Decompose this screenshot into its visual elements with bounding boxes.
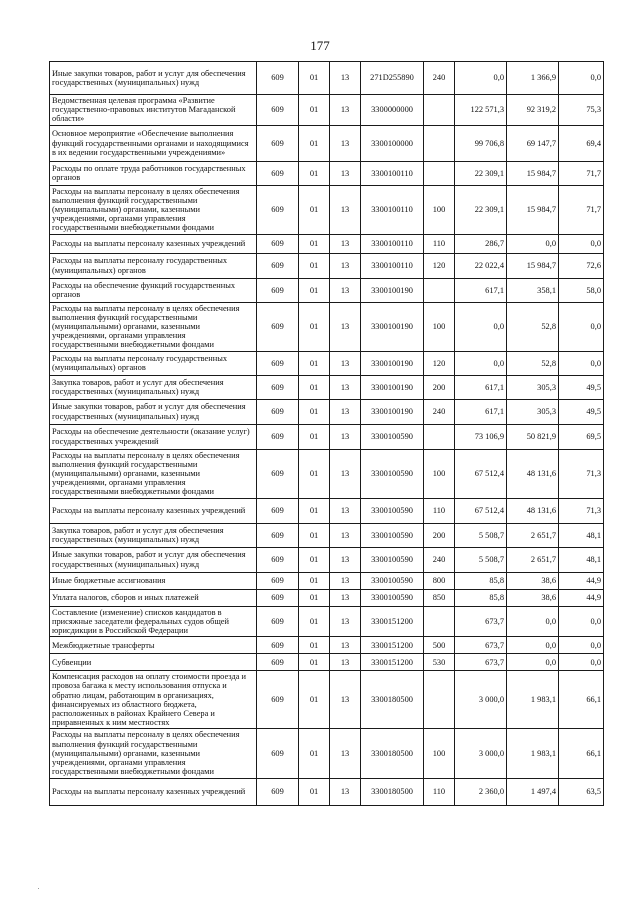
row-plan: 5 508,7 xyxy=(455,547,507,572)
row-pct: 75,3 xyxy=(559,95,604,126)
row-pr: 13 xyxy=(330,523,361,547)
row-plan: 0,0 xyxy=(455,302,507,351)
row-csr: 3300100110 xyxy=(361,185,424,234)
row-fact: 0,0 xyxy=(507,654,559,671)
row-name: Компенсация расходов на оплату стоимости проезда и провоза багажа к месту использования отпуска и обратно лицам, работающим в организациях, финансируемых из областного бюджета, расположенных в районах Крайнего Севера и приравненных к ним местностях xyxy=(50,671,257,729)
table-row xyxy=(50,125,604,161)
row-rz: 01 xyxy=(299,125,330,161)
row-pr: 13 xyxy=(330,589,361,606)
row-vr xyxy=(424,671,455,729)
table-row xyxy=(50,95,604,126)
row-name: Основное мероприятие «Обеспечение выполнения функций государственными органами и находящимися в их ведении государственными учреждениями» xyxy=(50,125,257,161)
row-name: Иные закупки товаров, работ и услуг для обеспечения государственных (муниципальных) нужд xyxy=(50,399,257,424)
row-ved: 609 xyxy=(257,498,299,523)
table-row xyxy=(50,185,604,234)
row-pr: 13 xyxy=(330,498,361,523)
row-fact: 2 651,7 xyxy=(507,547,559,572)
row-name: Закупка товаров, работ и услуг для обеспечения государственных (муниципальных) нужд xyxy=(50,523,257,547)
row-plan: 617,1 xyxy=(455,375,507,399)
table-row xyxy=(50,62,604,95)
row-vr: 110 xyxy=(424,498,455,523)
row-csr: 3300180500 xyxy=(361,778,424,805)
table-row xyxy=(50,778,604,805)
row-plan: 0,0 xyxy=(455,351,507,375)
row-pct: 72,6 xyxy=(559,253,604,278)
row-vr: 110 xyxy=(424,234,455,253)
row-pct: 66,1 xyxy=(559,729,604,778)
table-row xyxy=(50,424,604,449)
table-row xyxy=(50,606,604,637)
row-pct: 0,0 xyxy=(559,351,604,375)
row-name: Расходы на выплаты персоналу в целях обеспечения выполнения функций государственными (муниципальными) органами, казенными учреждениями, органами управления государственными внебюджетными фондами xyxy=(50,449,257,498)
row-fact: 1 497,4 xyxy=(507,778,559,805)
row-rz: 01 xyxy=(299,375,330,399)
table-row xyxy=(50,302,604,351)
row-plan: 73 106,9 xyxy=(455,424,507,449)
row-rz: 01 xyxy=(299,234,330,253)
table-row xyxy=(50,523,604,547)
row-fact: 38,6 xyxy=(507,572,559,589)
row-vr: 100 xyxy=(424,729,455,778)
row-plan: 67 512,4 xyxy=(455,498,507,523)
row-rz: 01 xyxy=(299,449,330,498)
row-pr: 13 xyxy=(330,637,361,654)
row-vr: 200 xyxy=(424,523,455,547)
row-pr: 13 xyxy=(330,125,361,161)
row-ved: 609 xyxy=(257,572,299,589)
row-csr: 3300100110 xyxy=(361,161,424,185)
row-name: Иные бюджетные ассигнования xyxy=(50,572,257,589)
row-pct: 71,3 xyxy=(559,449,604,498)
row-plan: 673,7 xyxy=(455,637,507,654)
row-rz: 01 xyxy=(299,778,330,805)
table-row xyxy=(50,654,604,671)
row-csr: 3300100190 xyxy=(361,375,424,399)
row-name: Расходы на обеспечение функций государственных органов xyxy=(50,278,257,302)
table-row xyxy=(50,161,604,185)
row-pct: 69,4 xyxy=(559,125,604,161)
row-vr: 240 xyxy=(424,399,455,424)
row-vr: 850 xyxy=(424,589,455,606)
row-vr: 120 xyxy=(424,351,455,375)
row-pct: 0,0 xyxy=(559,606,604,637)
row-vr xyxy=(424,424,455,449)
row-rz: 01 xyxy=(299,671,330,729)
row-plan: 0,0 xyxy=(455,62,507,95)
budget-table-body xyxy=(50,62,604,806)
row-rz: 01 xyxy=(299,95,330,126)
row-pr: 13 xyxy=(330,654,361,671)
row-csr: 271D255890 xyxy=(361,62,424,95)
row-name: Расходы на выплаты персоналу казенных учреждений xyxy=(50,498,257,523)
row-ved: 609 xyxy=(257,95,299,126)
row-fact: 1 366,9 xyxy=(507,62,559,95)
row-name: Межбюджетные трансферты xyxy=(50,637,257,654)
row-fact: 15 984,7 xyxy=(507,161,559,185)
row-plan: 22 309,1 xyxy=(455,161,507,185)
row-ved: 609 xyxy=(257,278,299,302)
row-csr: 3300100590 xyxy=(361,589,424,606)
row-name: Расходы по оплате труда работников государственных органов xyxy=(50,161,257,185)
row-plan: 617,1 xyxy=(455,399,507,424)
row-csr: 3300100190 xyxy=(361,278,424,302)
row-ved: 609 xyxy=(257,523,299,547)
row-plan: 122 571,3 xyxy=(455,95,507,126)
row-csr: 3300180500 xyxy=(361,671,424,729)
budget-table xyxy=(49,61,604,806)
row-fact: 0,0 xyxy=(507,606,559,637)
row-fact: 0,0 xyxy=(507,234,559,253)
row-pct: 44,9 xyxy=(559,589,604,606)
row-ved: 609 xyxy=(257,185,299,234)
row-fact: 1 983,1 xyxy=(507,671,559,729)
table-row xyxy=(50,729,604,778)
row-pct: 49,5 xyxy=(559,399,604,424)
row-pr: 13 xyxy=(330,234,361,253)
row-ved: 609 xyxy=(257,234,299,253)
row-plan: 2 360,0 xyxy=(455,778,507,805)
row-vr: 240 xyxy=(424,547,455,572)
row-pr: 13 xyxy=(330,572,361,589)
row-pct: 0,0 xyxy=(559,62,604,95)
table-row xyxy=(50,671,604,729)
row-vr: 100 xyxy=(424,449,455,498)
row-name: Расходы на выплаты персоналу казенных учреждений xyxy=(50,234,257,253)
row-rz: 01 xyxy=(299,498,330,523)
row-plan: 673,7 xyxy=(455,606,507,637)
row-ved: 609 xyxy=(257,351,299,375)
row-name: Иные закупки товаров, работ и услуг для обеспечения государственных (муниципальных) нужд xyxy=(50,547,257,572)
row-rz: 01 xyxy=(299,399,330,424)
row-fact: 52,8 xyxy=(507,351,559,375)
row-csr: 3300000000 xyxy=(361,95,424,126)
table-row xyxy=(50,351,604,375)
row-pct: 71,7 xyxy=(559,185,604,234)
row-ved: 609 xyxy=(257,606,299,637)
row-name: Расходы на выплаты персоналу государственных (муниципальных) органов xyxy=(50,351,257,375)
row-name: Расходы на выплаты персоналу в целях обеспечения выполнения функций государственными (муниципальными) органами, казенными учреждениями, органами управления государственными внебюджетными фондами xyxy=(50,185,257,234)
row-fact: 0,0 xyxy=(507,637,559,654)
row-vr xyxy=(424,161,455,185)
row-plan: 67 512,4 xyxy=(455,449,507,498)
table-row xyxy=(50,589,604,606)
row-fact: 69 147,7 xyxy=(507,125,559,161)
row-pr: 13 xyxy=(330,547,361,572)
row-rz: 01 xyxy=(299,424,330,449)
table-row xyxy=(50,498,604,523)
row-csr: 3300100590 xyxy=(361,547,424,572)
row-rz: 01 xyxy=(299,654,330,671)
row-pct: 48,1 xyxy=(559,523,604,547)
row-vr xyxy=(424,606,455,637)
row-csr: 3300100190 xyxy=(361,302,424,351)
row-name: Расходы на выплаты персоналу государственных (муниципальных) органов xyxy=(50,253,257,278)
row-pr: 13 xyxy=(330,449,361,498)
row-pr: 13 xyxy=(330,185,361,234)
table-row xyxy=(50,449,604,498)
row-name: Субвенции xyxy=(50,654,257,671)
row-name: Расходы на обеспечение деятельности (оказание услуг) государственных учреждений xyxy=(50,424,257,449)
row-ved: 609 xyxy=(257,253,299,278)
row-pct: 71,3 xyxy=(559,498,604,523)
row-pr: 13 xyxy=(330,302,361,351)
row-ved: 609 xyxy=(257,399,299,424)
row-vr: 120 xyxy=(424,253,455,278)
row-csr: 3300100190 xyxy=(361,351,424,375)
row-pr: 13 xyxy=(330,62,361,95)
row-csr: 3300100190 xyxy=(361,399,424,424)
row-csr: 3300100590 xyxy=(361,449,424,498)
row-ved: 609 xyxy=(257,637,299,654)
row-pct: 63,5 xyxy=(559,778,604,805)
row-fact: 38,6 xyxy=(507,589,559,606)
row-pct: 71,7 xyxy=(559,161,604,185)
row-plan: 286,7 xyxy=(455,234,507,253)
row-pr: 13 xyxy=(330,729,361,778)
row-rz: 01 xyxy=(299,351,330,375)
row-vr: 200 xyxy=(424,375,455,399)
row-pct: 0,0 xyxy=(559,637,604,654)
row-ved: 609 xyxy=(257,125,299,161)
row-vr: 500 xyxy=(424,637,455,654)
row-rz: 01 xyxy=(299,523,330,547)
row-pct: 66,1 xyxy=(559,671,604,729)
row-ved: 609 xyxy=(257,589,299,606)
row-rz: 01 xyxy=(299,729,330,778)
row-vr: 240 xyxy=(424,62,455,95)
row-vr: 110 xyxy=(424,778,455,805)
row-rz: 01 xyxy=(299,278,330,302)
row-pct: 44,9 xyxy=(559,572,604,589)
row-rz: 01 xyxy=(299,547,330,572)
row-plan: 673,7 xyxy=(455,654,507,671)
row-pct: 0,0 xyxy=(559,302,604,351)
row-plan: 5 508,7 xyxy=(455,523,507,547)
table-row xyxy=(50,637,604,654)
row-pr: 13 xyxy=(330,606,361,637)
row-rz: 01 xyxy=(299,253,330,278)
scan-speck xyxy=(38,888,39,889)
row-name: Закупка товаров, работ и услуг для обеспечения государственных (муниципальных) нужд xyxy=(50,375,257,399)
row-plan: 3 000,0 xyxy=(455,729,507,778)
row-pct: 49,5 xyxy=(559,375,604,399)
row-vr xyxy=(424,95,455,126)
row-vr: 530 xyxy=(424,654,455,671)
row-pct: 48,1 xyxy=(559,547,604,572)
row-csr: 3300100110 xyxy=(361,234,424,253)
table-row xyxy=(50,547,604,572)
row-ved: 609 xyxy=(257,778,299,805)
row-pr: 13 xyxy=(330,278,361,302)
row-pr: 13 xyxy=(330,778,361,805)
row-pct: 0,0 xyxy=(559,234,604,253)
row-pct: 69,5 xyxy=(559,424,604,449)
row-pct: 58,0 xyxy=(559,278,604,302)
row-ved: 609 xyxy=(257,671,299,729)
row-csr: 3300151200 xyxy=(361,606,424,637)
row-ved: 609 xyxy=(257,547,299,572)
row-fact: 52,8 xyxy=(507,302,559,351)
row-plan: 617,1 xyxy=(455,278,507,302)
row-csr: 3300100000 xyxy=(361,125,424,161)
row-vr: 800 xyxy=(424,572,455,589)
row-rz: 01 xyxy=(299,606,330,637)
row-fact: 48 131,6 xyxy=(507,498,559,523)
row-rz: 01 xyxy=(299,185,330,234)
row-pct: 0,0 xyxy=(559,654,604,671)
row-rz: 01 xyxy=(299,572,330,589)
row-ved: 609 xyxy=(257,62,299,95)
row-ved: 609 xyxy=(257,654,299,671)
row-fact: 15 984,7 xyxy=(507,253,559,278)
row-name: Составление (изменение) списков кандидатов в присяжные заседатели федеральных судов общей юрисдикции в Российской Федерации xyxy=(50,606,257,637)
row-pr: 13 xyxy=(330,671,361,729)
row-fact: 15 984,7 xyxy=(507,185,559,234)
row-csr: 3300100590 xyxy=(361,424,424,449)
row-pr: 13 xyxy=(330,253,361,278)
page-number: 177 xyxy=(310,38,330,53)
row-plan: 3 000,0 xyxy=(455,671,507,729)
table-row xyxy=(50,375,604,399)
row-fact: 48 131,6 xyxy=(507,449,559,498)
row-pr: 13 xyxy=(330,161,361,185)
row-pr: 13 xyxy=(330,399,361,424)
row-name: Ведомственная целевая программа «Развитие государственно-правовых институтов Магаданской области» xyxy=(50,95,257,126)
row-plan: 85,8 xyxy=(455,589,507,606)
row-name: Уплата налогов, сборов и иных платежей xyxy=(50,589,257,606)
row-rz: 01 xyxy=(299,302,330,351)
row-ved: 609 xyxy=(257,449,299,498)
row-rz: 01 xyxy=(299,161,330,185)
row-rz: 01 xyxy=(299,589,330,606)
table-row xyxy=(50,234,604,253)
row-rz: 01 xyxy=(299,637,330,654)
row-ved: 609 xyxy=(257,729,299,778)
row-pr: 13 xyxy=(330,95,361,126)
row-name: Расходы на выплаты персоналу в целях обеспечения выполнения функций государственными (муниципальными) органами, казенными учреждениями, органами управления государственными внебюджетными фондами xyxy=(50,302,257,351)
row-pr: 13 xyxy=(330,424,361,449)
row-ved: 609 xyxy=(257,424,299,449)
row-plan: 99 706,8 xyxy=(455,125,507,161)
table-row xyxy=(50,399,604,424)
row-fact: 50 821,9 xyxy=(507,424,559,449)
row-vr xyxy=(424,125,455,161)
table-row xyxy=(50,278,604,302)
row-fact: 92 319,2 xyxy=(507,95,559,126)
row-plan: 22 022,4 xyxy=(455,253,507,278)
row-rz: 01 xyxy=(299,62,330,95)
table-row xyxy=(50,572,604,589)
row-plan: 22 309,1 xyxy=(455,185,507,234)
row-vr: 100 xyxy=(424,185,455,234)
row-fact: 1 983,1 xyxy=(507,729,559,778)
table-row xyxy=(50,253,604,278)
row-vr xyxy=(424,278,455,302)
row-csr: 3300100590 xyxy=(361,572,424,589)
row-pr: 13 xyxy=(330,375,361,399)
row-fact: 358,1 xyxy=(507,278,559,302)
row-fact: 305,3 xyxy=(507,399,559,424)
row-csr: 3300100110 xyxy=(361,253,424,278)
row-fact: 305,3 xyxy=(507,375,559,399)
row-csr: 3300100590 xyxy=(361,523,424,547)
row-csr: 3300100590 xyxy=(361,498,424,523)
row-name: Иные закупки товаров, работ и услуг для обеспечения государственных (муниципальных) нужд xyxy=(50,62,257,95)
row-ved: 609 xyxy=(257,161,299,185)
row-vr: 100 xyxy=(424,302,455,351)
row-name: Расходы на выплаты персоналу в целях обеспечения выполнения функций государственными (муниципальными) органами, казенными учреждениями, органами управления государственными внебюджетными фондами xyxy=(50,729,257,778)
row-name: Расходы на выплаты персоналу казенных учреждений xyxy=(50,778,257,805)
row-ved: 609 xyxy=(257,302,299,351)
row-ved: 609 xyxy=(257,375,299,399)
row-csr: 3300151200 xyxy=(361,654,424,671)
row-plan: 85,8 xyxy=(455,572,507,589)
row-csr: 3300180500 xyxy=(361,729,424,778)
row-pr: 13 xyxy=(330,351,361,375)
row-csr: 3300151200 xyxy=(361,637,424,654)
row-fact: 2 651,7 xyxy=(507,523,559,547)
